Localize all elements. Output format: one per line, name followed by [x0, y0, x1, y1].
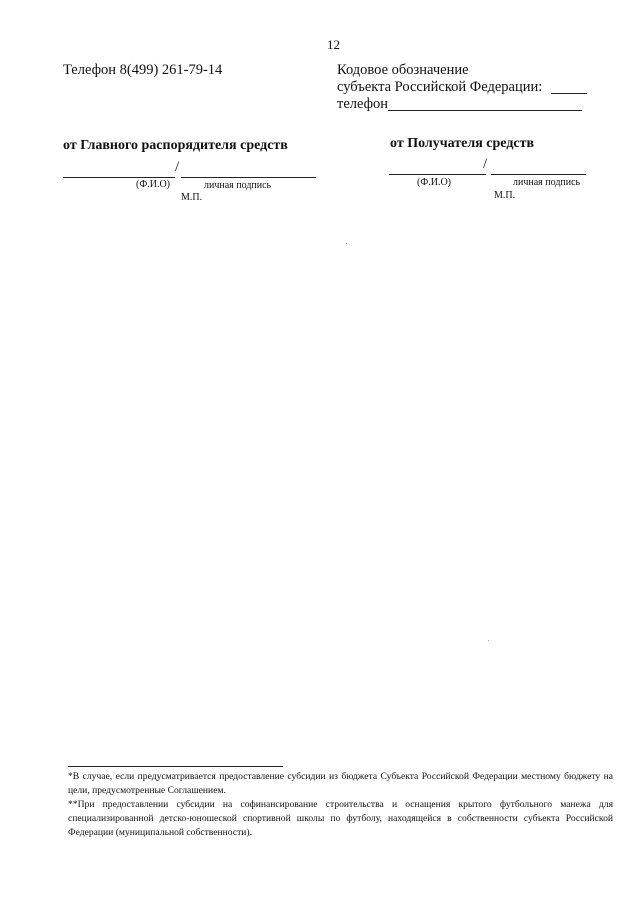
left-fio-label: (Ф.И.О) [136, 179, 171, 190]
code-blank-line [551, 93, 587, 94]
footnote-separator [68, 766, 283, 767]
left-fio-line [63, 177, 175, 178]
right-slash: / [483, 156, 488, 172]
scan-speck [488, 640, 489, 641]
footnote-2: **При предоставлении субсидии на софинансирование строительства и оснащения крытого футбольного манежа для специализированной детско-юношеской спортивной школы по футболу, находящейся в собственности субъекта Российской Федерации (муниципальной собственности). [68, 799, 613, 838]
phone-field-label: телефон [337, 96, 389, 112]
page-number: 12 [327, 37, 340, 52]
right-signatory-title: от Получателя средств [390, 136, 535, 151]
left-signatory-title: от Главного распорядителя средств [63, 138, 288, 153]
left-signature-label: личная подпись [204, 180, 272, 191]
right-fio-line [389, 174, 486, 175]
code-designation-line1: Кодовое обозначение [337, 62, 469, 78]
footnote-1: *В случае, если предусматривается предоставление субсидии из бюджета Субъекта Российской Федерации местному бюджету на цели, предусмотренные Соглашением. [68, 771, 613, 796]
right-signature-label: личная подпись [513, 177, 581, 188]
phone-label: Телефон 8(499) 261-79-14 [63, 62, 223, 78]
scan-speck [346, 243, 347, 244]
left-seal-label: М.П. [181, 192, 203, 203]
code-designation-line2: субъекта Российской Федерации: [337, 79, 543, 95]
right-seal-label: М.П. [494, 190, 516, 201]
right-fio-label: (Ф.И.О) [417, 177, 452, 188]
left-slash: / [175, 159, 180, 175]
right-signature-line [491, 174, 586, 175]
left-signature-line [181, 177, 316, 178]
phone-blank-line [388, 110, 582, 111]
